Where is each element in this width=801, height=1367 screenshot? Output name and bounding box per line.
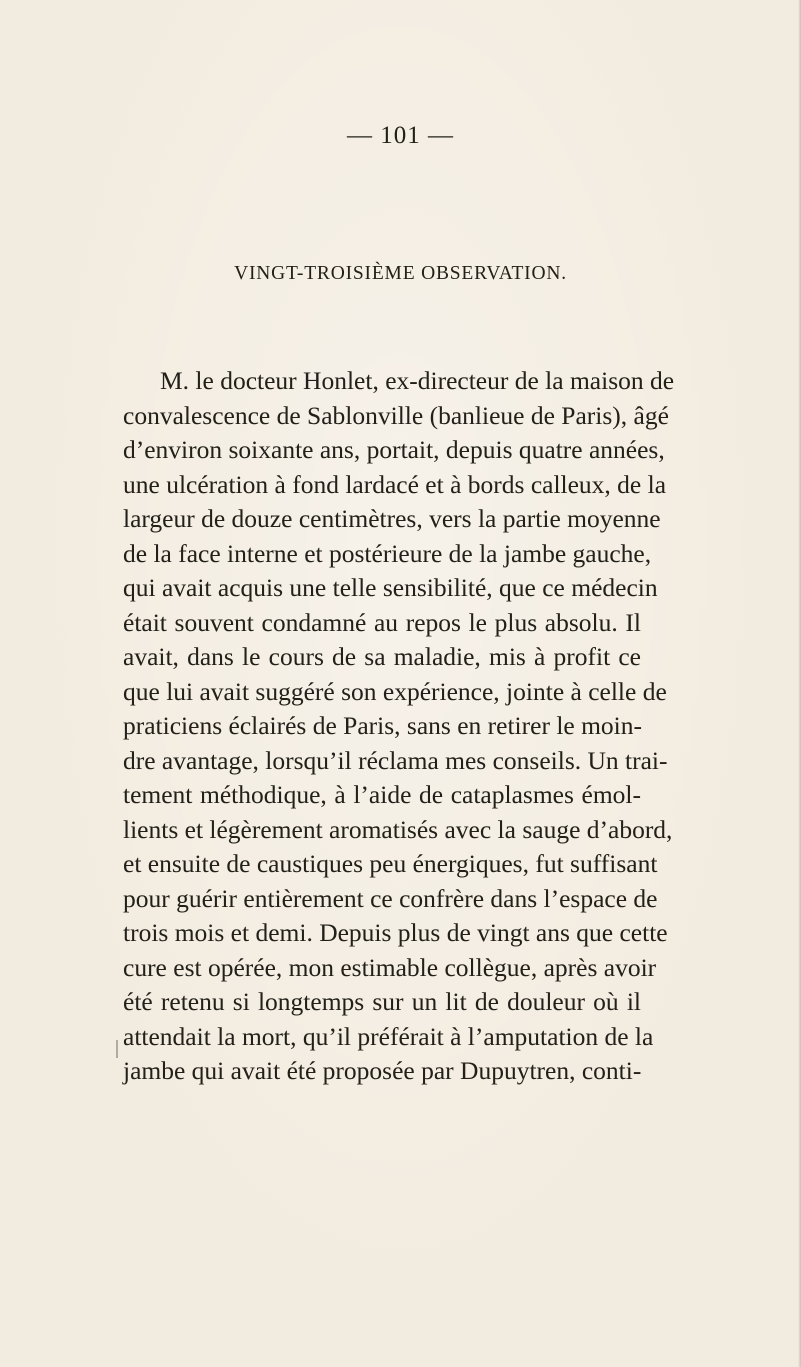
body-paragraph	[123, 364, 675, 1089]
text-line: que lui avait suggéré son expérience, jointe à celle de	[123, 676, 667, 706]
text-line: et ensuite de caustiques peu énergiques, fut suffisant	[123, 849, 658, 878]
text-line: dre avantage, lorsqu’il réclama mes conseils. Un trai-	[123, 745, 668, 775]
section-heading: VINGT-TROISIÈME OBSERVATION.	[234, 263, 567, 284]
text-line: praticiens éclairés de Paris, sans en retirer le moin-	[123, 711, 643, 740]
text-line: avait, dans le cours de sa maladie, mis à profit ce	[123, 642, 641, 671]
text-line: jambe qui avait été proposée par Dupuytren, conti-	[123, 1056, 642, 1085]
text-line: attendait la mort, qu’il préférait à l’amputation de la	[123, 1021, 654, 1051]
text-line: d’environ soixante ans, portait, depuis quatre années,	[123, 435, 665, 464]
text-line: une ulcération à fond lardacé et à bords calleux, de la	[123, 469, 667, 499]
text-line: cure est opérée, mon estimable collègue, après avoir	[123, 952, 657, 982]
text-line: largeur de douze centimètres, vers la partie moyenne	[123, 504, 661, 533]
text-line: lients et légèrement aromatisés avec la sauge d’abord,	[123, 814, 673, 844]
text-line: de la face interne et postérieure de la jambe gauche,	[123, 538, 652, 568]
text-line: était souvent condamné au repos le plus absolu. Il	[123, 607, 641, 637]
text-line: convalescence de Sablonville (banlieue de Paris), âgé	[123, 400, 669, 430]
page-number: — 101 —	[347, 122, 454, 149]
text-line: pour guérir entièrement ce confrère dans l’espace de	[123, 883, 658, 913]
text-line: été retenu si longtemps sur un lit de douleur où il	[123, 987, 641, 1016]
text-line: qui avait acquis une telle sensibilité, que ce médecin	[123, 573, 658, 602]
text-line: trois mois et demi. Depuis plus de vingt ans que cette	[123, 918, 668, 947]
text-line: M. le docteur Honlet, ex-directeur de la maison de	[160, 366, 675, 395]
ink-smudge	[116, 1040, 118, 1058]
text-line: tement méthodique, à l’aide de cataplasmes émol-	[123, 780, 641, 809]
